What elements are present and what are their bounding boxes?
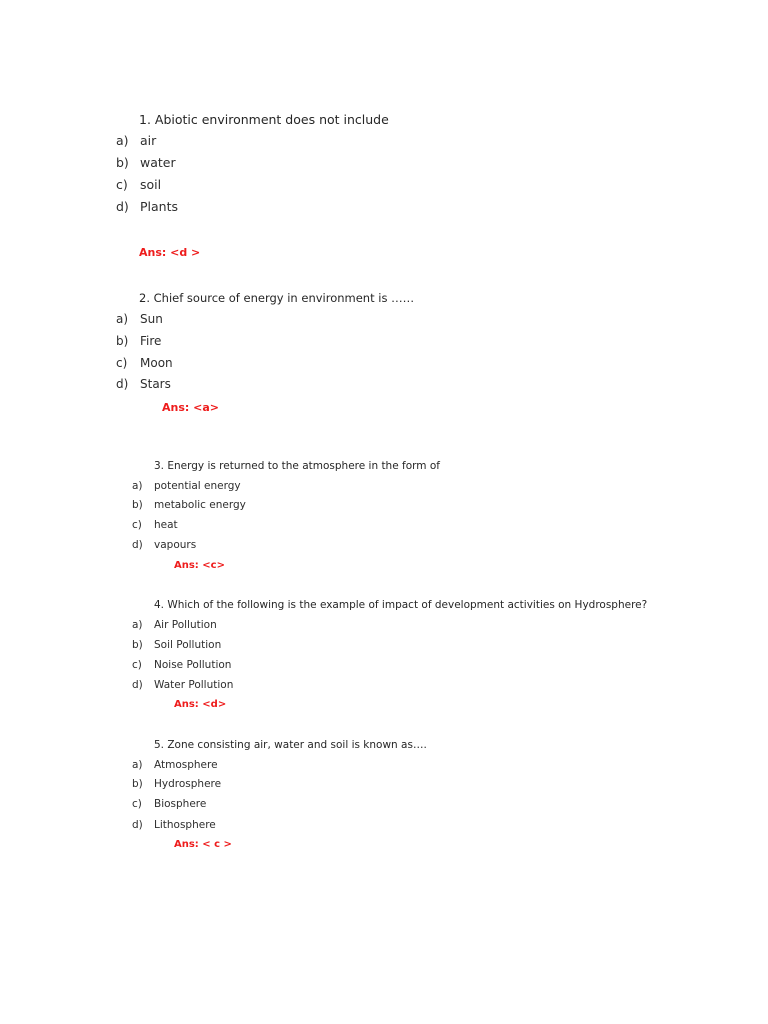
answer-label: Ans: <d>	[174, 699, 227, 710]
option-b	[132, 499, 246, 511]
option-b	[132, 639, 221, 651]
option-letter: c)	[132, 659, 142, 671]
option-letter: d)	[116, 377, 129, 391]
option-b	[132, 778, 221, 790]
option-text: Soil Pollution	[154, 639, 222, 651]
option-c	[132, 798, 206, 810]
option-d	[116, 199, 178, 214]
option-text: Atmosphere	[154, 759, 218, 771]
option-b	[116, 155, 176, 170]
option-text: Moon	[140, 356, 173, 370]
question-text: 1. Abiotic environment does not include	[139, 112, 389, 127]
question-text: 5. Zone consisting air, water and soil is known as….	[154, 739, 427, 751]
answer-label: Ans: <d >	[139, 246, 201, 259]
option-letter: b)	[132, 639, 143, 651]
option-text: Stars	[140, 377, 171, 391]
option-letter: c)	[116, 177, 128, 192]
option-text: potential energy	[154, 480, 241, 492]
answer-label: Ans: <a>	[162, 401, 219, 414]
option-text: air	[140, 133, 157, 148]
option-c	[132, 519, 178, 531]
option-text: Noise Pollution	[154, 659, 232, 671]
option-text: Air Pollution	[154, 619, 217, 631]
option-letter: a)	[132, 759, 143, 771]
option-letter: a)	[116, 133, 129, 148]
option-letter: c)	[132, 519, 142, 531]
option-letter: b)	[132, 499, 143, 511]
option-letter: d)	[132, 679, 143, 691]
option-a	[132, 759, 218, 771]
option-text: heat	[154, 519, 178, 531]
option-d	[116, 377, 171, 391]
option-letter: b)	[116, 334, 129, 348]
option-text: metabolic energy	[154, 499, 246, 511]
question-text: 4. Which of the following is the example of impact of development activities on Hydrosphere?	[154, 599, 648, 611]
option-letter: d)	[116, 199, 129, 214]
option-c	[132, 659, 231, 671]
option-letter: c)	[116, 356, 128, 370]
option-text: Water Pollution	[154, 679, 234, 691]
option-letter: c)	[132, 798, 142, 810]
option-text: Fire	[140, 334, 162, 348]
option-a	[132, 619, 217, 631]
question-text: 2. Chief source of energy in environment is ……	[139, 291, 415, 305]
option-a	[132, 480, 241, 492]
option-text: Plants	[140, 199, 179, 214]
option-d	[132, 679, 233, 691]
option-text: Biosphere	[154, 798, 207, 810]
option-d	[132, 819, 216, 831]
option-letter: d)	[132, 539, 143, 551]
option-a	[116, 133, 156, 148]
answer-label: Ans: <c>	[174, 560, 225, 571]
option-letter: a)	[116, 312, 129, 326]
option-c	[116, 356, 173, 370]
option-letter: b)	[132, 778, 143, 790]
option-c	[116, 177, 161, 192]
option-text: Hydrosphere	[154, 778, 222, 790]
option-text: water	[140, 155, 176, 170]
option-d	[132, 539, 196, 551]
option-letter: a)	[132, 480, 143, 492]
option-text: Sun	[140, 312, 163, 326]
option-letter: b)	[116, 155, 129, 170]
option-letter: a)	[132, 619, 143, 631]
answer-label: Ans: < c >	[174, 839, 232, 850]
option-text: vapours	[154, 539, 197, 551]
option-text: Lithosphere	[154, 819, 216, 831]
option-b	[116, 334, 161, 348]
question-text: 3. Energy is returned to the atmosphere in the form of	[154, 460, 440, 472]
option-letter: d)	[132, 819, 143, 831]
option-text: soil	[140, 177, 162, 192]
option-a	[116, 312, 163, 326]
